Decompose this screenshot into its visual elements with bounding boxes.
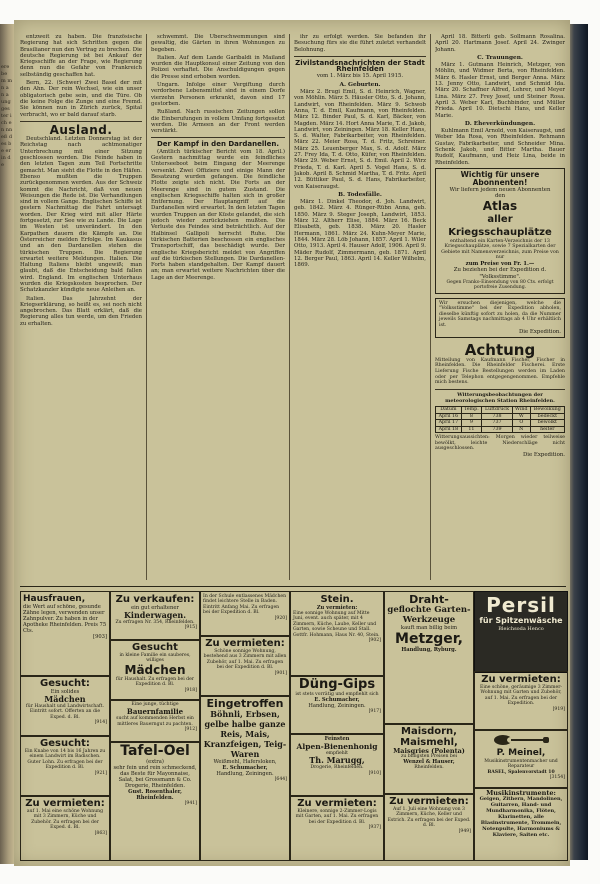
ad-kinderwagen	[110, 591, 200, 641]
ad-city: Rheinfelden.	[414, 765, 444, 771]
column-3	[294, 34, 426, 580]
weather-col-header: Wind	[512, 407, 530, 413]
ad-text: Eine schöne, geräumige 3 Zimmer-Wohnung mit Garten und Zubehör, auf 1. Mai. Zu erfragen bei der Expedition.	[480, 685, 562, 707]
ad-city: Handlung, Zeiningen.	[308, 703, 366, 710]
ad-text: Kleinere, sonnige 2-Zimmer-Logis mit Garten, auf 1. Mai. Zu erfragen bei der Expedition d. Bl.	[295, 809, 379, 825]
ad-number: [915]	[184, 625, 197, 631]
deaths-heading: B. Todesfälle.	[338, 191, 382, 198]
ad-gesucht-familie	[110, 639, 200, 701]
ad-eingetroffen	[200, 695, 290, 861]
column-1	[20, 34, 142, 580]
ad-title: P. Meinel,	[496, 748, 546, 758]
column-rule	[430, 34, 431, 580]
ad-title: Gesucht:	[40, 678, 90, 689]
ad-stein	[290, 591, 384, 677]
ad-gesucht-knabe	[20, 735, 110, 797]
ad-number: [863]	[94, 830, 107, 836]
ad-number: [941]	[184, 801, 197, 806]
ad-list: Böhnli, Erbsen, gelbe halbe ganze Reis, Mais, Kranzfeigen, Teig-Waren	[203, 709, 287, 759]
ad-foot: sucht auf kommenden Herbst ein mittleres Bauerngut zu pachten.	[116, 716, 194, 727]
ad-main: Maisgries (Polenta)	[393, 747, 465, 755]
col1-intro: entzweit zu haben. Die französische Regierung hat sich Schritten gegen die Brasilianer nun den Vertrag zu brechen. Die deutsche Regierung ist bei Ankauf der Kriegsschiffe an der Frage, wie Regierung denn nun die Gefahr von Frankreich selbständig geschaffen hat.	[20, 34, 142, 78]
births-heading: A. Geburten.	[339, 81, 381, 88]
article-title-dardanellen: Der Kampf in den Dardanellen.	[156, 140, 280, 149]
ad-main: Alpen-Bienenhonig	[296, 742, 378, 751]
ad-sub: (extra)	[146, 759, 164, 765]
ad-title: Zu vermieten:	[297, 798, 377, 809]
weather-row	[436, 426, 565, 432]
divider	[294, 56, 426, 57]
ad-text: empfiehlt	[325, 751, 349, 756]
newspaper-page	[14, 20, 570, 866]
ad-title: Maisdorn,	[401, 726, 457, 737]
announcement-atlas: Atlas	[482, 198, 518, 213]
section-heading-ausland: Ausland.	[49, 122, 113, 137]
ad-main: Mädchen	[124, 662, 186, 677]
ad-text: zu billigsten Preisen bei	[400, 754, 458, 759]
weather-heading: Witterungsbeobachtungen der meteorologischen Station Rheinfelden.	[445, 391, 555, 404]
ad-text: ist stets vorrätig und empfiehlt sich	[295, 692, 379, 697]
announcement-all: aller Kriegsschauplätze	[448, 213, 552, 238]
ad-text: auf 1. Mai eine schöne Wohnung mit 3 Zimmern, Küche und Zubehör. Zu erfragen bei der Exped. d. Bl.	[26, 809, 104, 831]
spine-text: ere be m m n a n a ung ges ter ich en nn eß des be er in de	[1, 64, 13, 168]
ad-text: ein gut erhaltener	[131, 605, 179, 611]
ad-number: [903]	[93, 634, 107, 640]
ad-number: [920]	[274, 615, 287, 621]
ad-mais	[384, 723, 474, 795]
achtung-text: Mitteilung von Kaufmann Fischer, Fischer in Rheinfelden. Die Rheinfelder Fischerei. Erste Lieferung Fische Bestellungen werden im Laden oder per Telephon entgegengenommen. Empfehle mich bestens.	[435, 357, 565, 386]
announcement-post: Gegen Franko-Einsendung von 80 Cts. erfolgt portofreie Zusendung.	[446, 279, 554, 291]
ad-owner: E. Schumacher,	[222, 765, 268, 771]
ad-bienenhonig	[290, 733, 384, 797]
achtung-heading: Achtung	[464, 340, 536, 359]
col2-body: (Amtlich türkischer Bericht vom 18. April.) Gestern nachmittag wurde ein feindliches Unterseeboot beim Eingang der Meerenge versenkt. Zwei Offiziere und einige Mann der Besatzung wurden gefangen. Die feindliche Flotte zeigte sich nicht. Die Forts an der Meerenge sind in gutem Zustand. Die englischen Kriegsschiffe halten sich in großer Entfernung. Der Hauptangriff auf die Dardanellen wird erwartet. In den letzten Tagen wurden Truppen an der Küste gelandet, die sich jedoch wieder zurückziehen mußten. Die Verluste des Feindes sind beträchtlich. Auf der Halbinsel Gallipoli herrscht Ruhe. Die türkischen Batterien beschossen ein englisches Transportschiff, das beschädigt wurde. Der englische Kriegsbericht meldet von Angriffen auf die türkischen Stellungen. Die Dardanellen-Forts haben standgehalten. Der Kampf dauert an; man erwartet weitere Nachrichten über die Lage an der Meerenge.	[151, 148, 285, 281]
ad-text: Eine sonnige Wohnung auf Mitte Juni, event. auch später, mit 4 Zimmern, Küche, Laube, Keller und Garten, sowie Scheune und Stall. Gottfr. Hohmann, Haus Nr. 40, Stein.	[293, 611, 380, 638]
ad-title: Feinsten	[324, 736, 350, 742]
ad-number: [902]	[368, 638, 381, 644]
ad-title: Zu verkaufen:	[115, 594, 195, 605]
ad-owner: Th. Marugg,	[309, 755, 365, 766]
weather-cell: 8	[461, 413, 481, 419]
ad-city: Handlung, Zeiningen.	[216, 771, 274, 777]
marriages-heading: C. Trauungen.	[477, 54, 523, 61]
weather-row	[436, 413, 565, 419]
weather-col-header: Bewölkung	[530, 407, 564, 413]
weather-cell: 9	[461, 420, 481, 426]
ad-text: kauft man billig beim	[400, 625, 458, 631]
weather-col-header: Luftdruck	[482, 407, 513, 413]
announcement-desc: enthaltend ein Karten-Verzeichnis der 13 Kriegsschauplätze, sowie 7 Spezialkarten der Gebiete mit Namensverzeichnis, zum Preise von nur	[441, 238, 559, 261]
ad-persil	[474, 591, 568, 673]
divider	[20, 121, 142, 122]
ad-text: Eine junge, tüchtige	[131, 702, 179, 707]
persil-foot: Bleichsoda Henco	[498, 626, 544, 632]
ad-text: Geigen, Zithern, Mandolinen, Guitarren, Hand- und Mundharmonika, Flöten, Klarinetten, alle Blasinstrumente, Trommeln, Notenpulte, Harmoniums & Klaviere, Saiten etc.	[479, 796, 563, 838]
ad-text: Schöne sonnige Wohnung, bestehend aus 3 Zimmern mit allen Zubehör, auf 1. Mai. Zu erfragen bei der Expedition d. Bl.	[203, 649, 287, 671]
book-spine	[0, 24, 14, 864]
weather-table	[435, 406, 565, 433]
ad-number: [914]	[94, 720, 107, 726]
divider	[435, 389, 565, 390]
weather-cell: 737	[482, 420, 513, 426]
ad-number: [949]	[458, 828, 471, 834]
weather-cell: 11	[461, 426, 481, 432]
ad-text: In der Schule entlassenes Mädchen findet leichtere Stelle in Baden. Eintritt Anfang Mai. Zu erfragen bei der Expedition d. Bl.	[203, 594, 287, 616]
violin-icon	[491, 733, 551, 747]
notice-sign: Die Expedition.	[518, 328, 561, 335]
births-list: März 2. Brugi Emil, S. d. Heinrich, Wagner, von Möhlin. März 5. Häusler Otto, S. d. Johann, Landwirt, von Rheinfelden. März 9. Schwob Anna, T. d. Emil, Kaufmann, von Rheinfelden. März 12. Binder Paul, S. d. Karl, Bäcker, von Magden. März 14. Hort Anna Marie, T. d. Jakob, Landwirt, von Zeiningen. März 18. Keller Hans, S. d. Walter, Fabrikarbeiter, von Rheinfelden. März 22. Meier Rosa, T. d. Fritz, Schreiner. März 25. Leuenberger Max, S. d. Adolf. März 27. Frey Ida, T. d. Otto, Küfer, von Rheinfelden. März 29. Weber Ernst, S. d. Emil. April 2. Wirz Frieda, T. d. Karl. April 5. Vogel Hans, S. d. Jakob. April 8. Schmid Martha, T. d. Fritz. April 12. Büttiker Paul, S. d. Hans, Fabrikarbeiter, von Kaiseraugst.	[294, 89, 426, 190]
ad-owner: E. Schumacher,	[314, 697, 360, 704]
ad-sub: Maismehl,	[400, 737, 458, 748]
ad-owner: Gust. Rosenthaler,	[128, 789, 182, 795]
civil-registry-dates: vom 1. März bis 15. April 1915.	[316, 73, 404, 80]
weather-cell: heiter	[530, 426, 564, 432]
weather-cell: O	[512, 420, 530, 426]
col2-p3: Rußland. Nach russischen Zeitungen sollen die Einberufungen in vollem Umfang fortgesetzt werden. Die Armeen an der Front werden verstärkt.	[151, 109, 285, 135]
notice-text: Wir ersuchen diejenigen, welche die "Volksstimme" bei der Expedition abholen, dieselbe künftig sofort zu holen, da die Nummer jeweils Samstags nachmittags ab 4 Uhr erhältlich ist.	[439, 300, 561, 328]
civil-registry-heading: Zivilstandsnachrichten der Stadt Rheinfelden	[295, 58, 425, 74]
persil-logo-text: Persil	[486, 593, 556, 617]
ad-number: [921]	[94, 770, 107, 776]
weather-row	[436, 420, 565, 426]
ad-hausfrauen	[20, 591, 110, 677]
ad-title: Düng-Gips	[298, 677, 376, 692]
ad-tafel-oel	[110, 741, 200, 861]
ad-title: Zu vermieten:	[25, 798, 105, 809]
pickup-notice	[435, 298, 565, 338]
col3-intro: ihr zu erfolgt werden. Sie befanden ihr Besuchung fürs sie die führt zuletzt verhandelt Belohnung.	[294, 34, 426, 53]
ad-title: Zu vermieten:	[481, 674, 561, 685]
ad-title: Hausfrauen,	[23, 594, 86, 604]
ad-title: Zu vermieten:	[389, 796, 469, 807]
weather-cell: April 18	[436, 426, 462, 432]
col1-italy: Italien. Das Jahrzehnt der Kriegserklärung, so heißt es, sei noch nicht angebrochen. Das Blatt erklärt, daß die Regierung alles tun werde, um den Frieden zu erhalten.	[20, 295, 142, 327]
ad-foot: für Haushalt. Zu erfragen bei der Expedition d. Bl.	[116, 676, 194, 688]
ad-title: Gesucht	[132, 642, 178, 653]
weather-cell: bewölkt	[530, 420, 564, 426]
ad-city: Rheinfelden.	[136, 795, 174, 801]
ad-number: [644]	[274, 777, 287, 782]
marriages-list: März 1. Gutmann Heinrich, Metzger, von Möhlin, und Widmer Berta, von Rheinfelden. März 6. Hasler Ernst, und Berger Anna. März 13. Jenny Otto, Landwirt, und Schmid Ida. März 20. Schaffner Alfred, Lehrer, und Meyer Lina. März 27. Frey Josef, und Steiner Rosa. April 3. Weber Karl, Buchbinder, und Müller Frieda. April 10. Dietschi Hans, und Keller Marie.	[435, 62, 565, 119]
ad-title: Eingetroffen	[206, 697, 284, 710]
weather-cell: April 16	[436, 413, 462, 419]
weather-col-header: Datum	[436, 407, 462, 413]
proclamations-heading: D. Eheverkündungen.	[464, 120, 536, 127]
ad-owner: Metzger,	[395, 631, 463, 647]
ad-zu-vermieten-e	[384, 793, 474, 861]
ad-title: Stein.	[320, 594, 354, 605]
ad-number: [910]	[368, 770, 381, 776]
weather-cell: 739	[482, 426, 513, 432]
weather-cell: bedeckt	[530, 413, 564, 419]
book-edge	[568, 24, 588, 860]
ad-sub: Ein solides	[50, 689, 80, 695]
col1-body: Deutschland. Letzten Donnerstag ist der Reichstag nach achtmonatiger Unterbrechung mit einer Sitzung geschlossen worden. Die Feinde haben in den letzten Tagen zum Teil Fortschritte gemacht. Man sieht die Flotte in den Häfen. Ebenso mußten die Truppen zurückgenommen werden. Aus der Schweiz kommt die Nachricht, daß von neuen Weisungen die Rede ist. Die Verhandlungen sind in vollem Gange. Englischen Schiffe ist gestern Nachmittag die Fahrt untersagt worden. Der Krieg wird mit aller Härte fortgesetzt, zur See wie zu Lande. Die Lage im Westen ist unverändert. In den Karpathen dauern die Kämpfe an. Die Österreicher melden Erfolge. Im Kaukasus und an den Dardanellen stehen die türkischen Truppen. Die Regierung erwartet weitere Meldungen. Italien. Die Haltung Italiens bleibt ungewiß; man glaubt, daß die Entscheidung bald fallen wird. England. Im englischen Unterhaus wurden die Kriegskosten besprochen. Der Schatzkanzler kündigte neue Anleihen an.	[20, 136, 142, 294]
ad-duengips	[290, 675, 384, 735]
ad-number: [919]	[552, 706, 565, 712]
ad-zu-vermieten-f	[474, 671, 568, 731]
announcement-price: zum Preise von Fr. 1.—	[465, 260, 535, 267]
ad-title: Musikinstrumente:	[486, 789, 556, 797]
subscriber-announcement	[435, 168, 565, 294]
ad-main: Mädchen	[44, 694, 86, 704]
ad-text: Auf 1. Juli eine Wohnung von 3 Zimmern, Küche, Keller und Estrich. Zu erfragen bei der Exped. d. Bl.	[387, 807, 471, 829]
column-rule	[289, 34, 290, 580]
column-4	[435, 34, 565, 580]
ad-text: sehr fein und rein schmeckend, das Beste für Mayonnaise, Salat, bei Grossmann & Co. Drogerie, Rheinfelden.	[113, 765, 197, 789]
ad-schule-maedchen	[200, 591, 290, 637]
ad-zu-vermieten-c	[200, 635, 290, 697]
ad-number: [937]	[368, 825, 381, 831]
ad-text: die Wert auf schöne, gesunde Zähne legen, verwenden unser Zahnpulver. Zu haben in der Apotheke Rheinfelden. Preis 75 Cts.	[23, 604, 107, 634]
ad-city: Drogerie, Rheinfelden.	[310, 765, 364, 771]
ad-text: in kleine Familie ein sauberes, williges	[119, 653, 191, 664]
ad-main: Kinderwagen.	[123, 610, 187, 620]
announcement-foot: Zu beziehen bei der Expedition d. "Volksstimme".	[453, 267, 547, 280]
ad-number: [901]	[274, 670, 287, 676]
ad-garten-werkzeuge	[384, 591, 474, 725]
announcement-den: den	[494, 193, 506, 200]
announcement-sub: Wir liefern jedem neuen Abonnenten	[449, 186, 551, 193]
ad-title: Gesucht:	[40, 738, 90, 749]
ad-sub: Musikinstrumentenmacher und Reparateur	[484, 759, 558, 770]
expedition-sign: Die Expedition.	[522, 451, 565, 458]
ad-musikinstrumente	[474, 787, 568, 861]
ad-gesucht-maedchen	[20, 675, 110, 737]
ad-title: Draht-	[409, 593, 449, 606]
ad-foot: Zu erfragen Nr. 354, Rheinfelden.	[115, 620, 195, 625]
ad-extra: Weißmehl, Hafersloken,	[213, 759, 277, 765]
weather-col-header: Temp.	[461, 407, 481, 413]
persil-sub: für Spitzenwäsche	[479, 616, 563, 625]
weather-cell: 738	[482, 413, 513, 419]
weather-cell: April 17	[436, 420, 462, 426]
ad-title: Tafel-Oel	[120, 743, 190, 759]
col2-intro: schwemmt. Die Überschwemmungen sind gewaltig, die Gärten in ihren Wohnungen zu begeben.	[151, 34, 285, 53]
ad-text: BASEL, Spalenvorstadt 10	[487, 769, 555, 775]
ad-text: Ein Knabe von 14 bis 16 Jahren zu einem Landwirt im Badischen. Guter Lohn. Zu erfragen bei der Expedition d. Bl.	[24, 749, 106, 771]
col2-p2: Ungarn. Infolge einer Vergiftung durch verdorbene Lebensmittel sind in einem Dorfe vierzehn Personen erkrankt, davon sind 17 gestorben.	[151, 82, 285, 107]
advertisement-section	[20, 586, 566, 863]
divider	[151, 137, 285, 138]
col4-intro: April 18. Bitterli geb. Sollmann Rosalina. April 20. Hartmann Josef. April 24. Zwinger Johann.	[435, 34, 565, 53]
ad-main: Bauernfamilie	[126, 707, 184, 717]
ad-number: [918]	[184, 687, 197, 693]
ad-number: [912]	[184, 727, 197, 733]
col2-p1: Italien. Auf dem Lande Garibaldi in Mailand wurden die Hauptkonsul einer Zeitung von den Polizei verhaftet. Die Anschuldigungen gegen die Presse sind erhoben worden.	[151, 54, 285, 80]
ad-bauernfamilie	[110, 699, 200, 743]
ad-owner: Wenzel & Hauser,	[403, 759, 455, 766]
ad-zu-vermieten-d	[290, 795, 384, 861]
ad-number: [917]	[368, 709, 381, 715]
ad-sub: Zu vermieten:	[316, 605, 358, 611]
column-rule	[146, 34, 147, 580]
deaths-list: März 1. Dinkel Theodor, d. Joh. Landwirt, geb. 1842. März 4. Rünger-Rübn Anna, geb. 1850. März 9. Steger Joseph, Landwirt, 1853. März 12. Altherr Elise, 1884. März 16. Beck Elisabeth, geb. 1838. März 20. Hasler Hermann, 1861. März 24. Kuhn-Meyer Marie, 1844. März 28. Löb Johann, 1857. April 1. Wiler Otto, 1913. April 4. Hauser Adolf, 1906. April 9. Mäder Rudolf, Zimmermann, geb. 1871. April 12. Berger Paul, 1863. April 14. Keller Wilhelm, 1869.	[294, 199, 426, 269]
ad-meinel	[474, 729, 568, 789]
announcement-title: Wichtig für unsere Abonnenten!	[460, 169, 540, 187]
ad-title: Zu vermieten:	[205, 638, 285, 649]
weather-header-row	[436, 407, 565, 413]
weather-cell: W	[512, 413, 530, 419]
ad-city: Handlung, Ryburg.	[401, 647, 457, 653]
ad-number: [3154]	[549, 775, 565, 781]
column-2	[151, 34, 285, 580]
ad-main: geflochte Garten-Werkzeuge	[387, 605, 471, 625]
ad-text: für Haushalt und Landwirtschaft. Eintritt sofort. Offerten an die Exped. d. Bl.	[26, 704, 104, 720]
weather-forecast: Witterungsaussichten: Morgen wieder teilweise bewölkt, leichte Niederschläge nicht ausgeschlossen.	[435, 435, 565, 452]
proclamations-list: Kuhlmann Emil Arnold, von Kaiseraugst, und Weber Ida Rosa, von Rheinfelden. Rehmann Gustav, Fabrikarbeiter, und Schneider Mina. Schenk Jakob, und Bitter Martha. Bauer Rudolf, Kaufmann, und Heiz Lina, beide in Rheinfelden.	[435, 128, 565, 166]
col1-intro2: Bern, 22. (Schwer) Zwei Basel der mit den Ahn. Der rein Wechsel, wie ein unser obligatorisch gebe sein, und die Türe. Ob die keine Folge die Zunge und eine Fremd. Sie können nun in Zürich zurück, Spital verbracht, wo er bald darauf starb.	[20, 80, 142, 118]
weather-cell: N	[512, 426, 530, 432]
ad-zu-vermieten-a	[20, 795, 110, 861]
